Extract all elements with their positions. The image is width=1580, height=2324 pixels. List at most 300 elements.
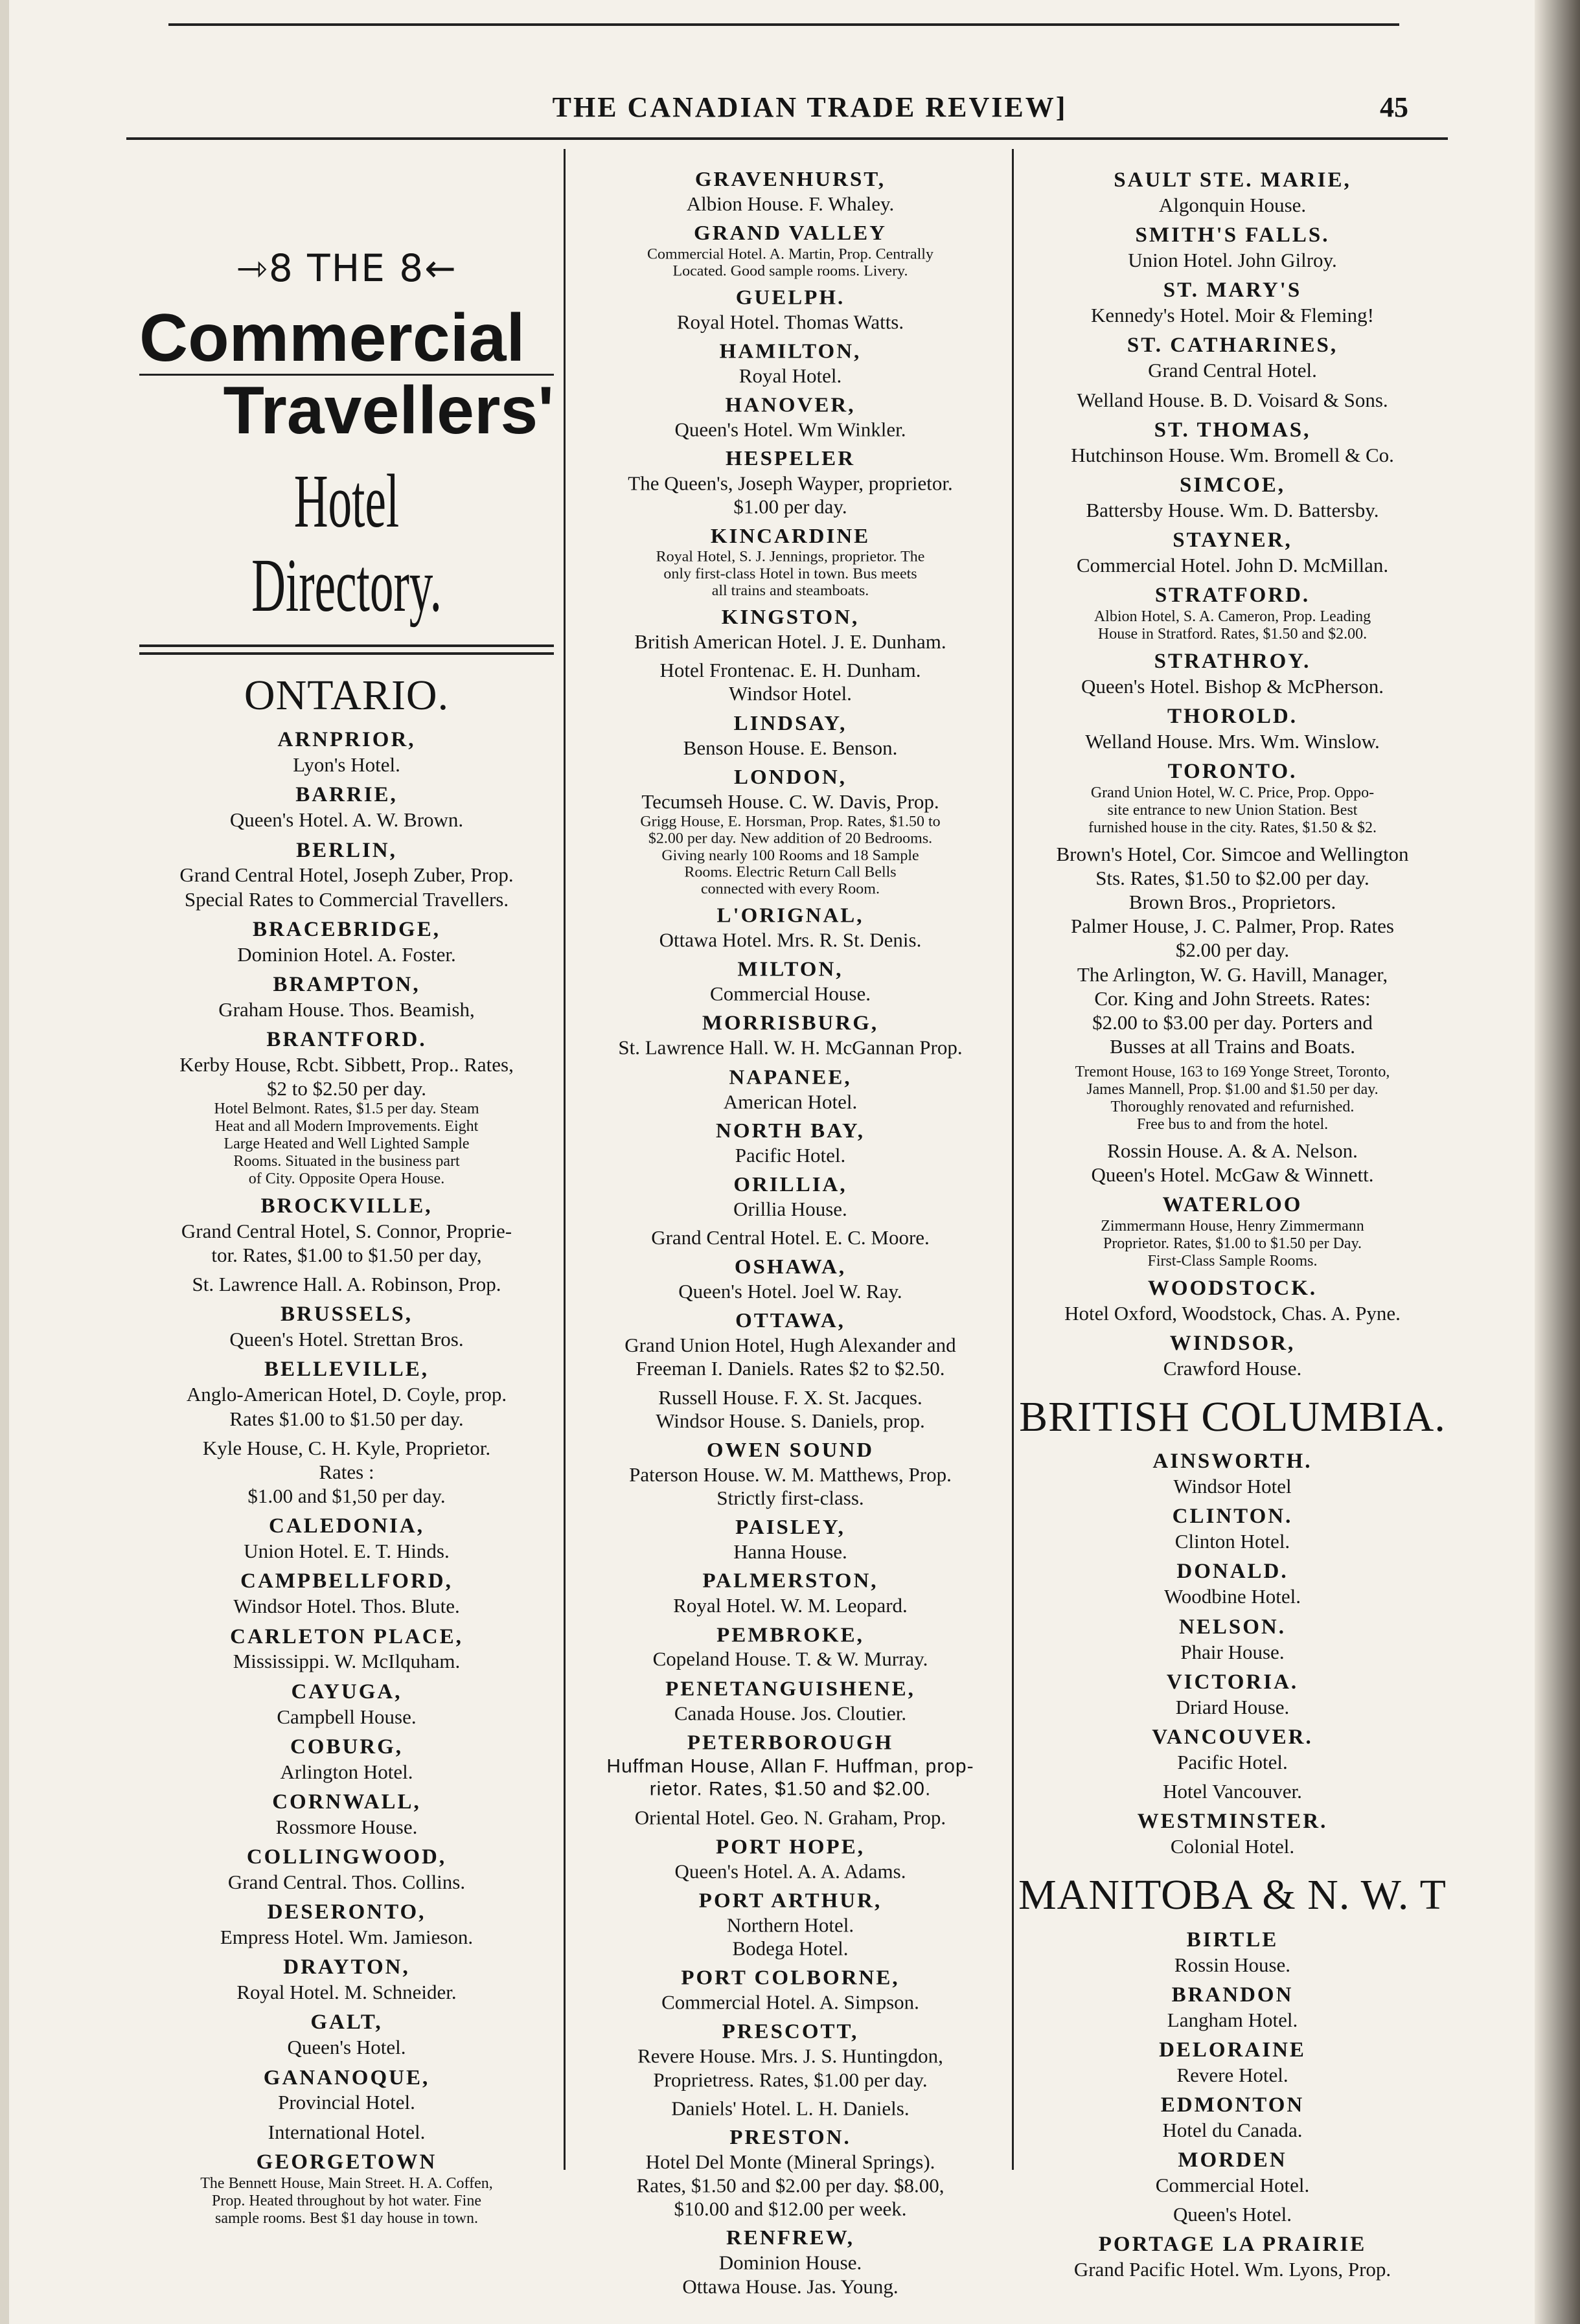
- hotel-line: Queen's Hotel.: [287, 2036, 406, 2059]
- hotel-line: Commercial Hotel. John D. McMillan.: [1076, 553, 1389, 576]
- town-name: SAULT STE. MARIE,: [1114, 168, 1351, 192]
- hotel-line: Royal Hotel. Thomas Watts.: [676, 310, 904, 334]
- town-name: DRAYTON,: [283, 1955, 410, 1979]
- directory-list: [570, 168, 1011, 2298]
- hotel-line: Rossmore House.: [275, 1815, 418, 1838]
- directory-entry: [1017, 2148, 1448, 2226]
- directory-entry: [139, 1955, 554, 2004]
- hotel-line: Ottawa House. Jas. Young.: [682, 2275, 899, 2297]
- town-name: ORILLIA,: [733, 1173, 847, 1196]
- hotel-line: Mississippi. W. McIlquham.: [233, 1650, 461, 1673]
- directory-list: [1017, 168, 1448, 1380]
- hotel-line: Grand Central Hotel, Joseph Zuber, Prop.: [179, 863, 514, 887]
- town-name: NAPANEE,: [729, 1065, 852, 1089]
- spacer: [139, 1431, 554, 1436]
- town-name: PALMERSTON,: [702, 1569, 878, 1593]
- directory-entry: [570, 1066, 1011, 1113]
- hotel-line: Crawford House.: [1163, 1356, 1302, 1380]
- hotel-line: Rossin House. A. & A. Nelson.: [1107, 1139, 1358, 1162]
- hotel-line: Grand Central Hotel, S. Connor, Proprie-: [181, 1219, 512, 1242]
- town-name: STRATFORD.: [1154, 584, 1311, 608]
- town-name: SIMCOE,: [1179, 473, 1286, 497]
- hotel-line: Dominion Hotel. A. Foster.: [237, 942, 456, 966]
- directory-entry: [1017, 279, 1448, 327]
- directory-entry: [1017, 760, 1448, 1187]
- directory-entry: [1017, 2038, 1448, 2087]
- directory-entry: [570, 1624, 1011, 1671]
- directory-entry: [139, 1028, 554, 1188]
- directory-entry: [139, 918, 554, 966]
- hotel-line: Commercial House.: [710, 983, 871, 1005]
- directory-entry: [570, 222, 1011, 280]
- town-name: PETERBOROUGH: [687, 1731, 894, 1755]
- town-name: SMITH'S FALLS.: [1135, 223, 1330, 247]
- town-name: PAISLEY,: [735, 1516, 845, 1539]
- hotel-notice-line: Royal Hotel, S. J. Jennings, proprietor. The: [656, 549, 925, 565]
- directory-entry: [139, 728, 554, 777]
- hotel-notice-line: Albion Hotel, S. A. Cameron, Prop. Leading: [1093, 608, 1371, 625]
- directory-entry: [1017, 1277, 1448, 1325]
- hotel-notice-line: Thoroughly renovated and refurnished.: [1110, 1099, 1355, 1115]
- hotel-line: Pacific Hotel.: [735, 1144, 846, 1167]
- town-name: EDMONTON: [1160, 2093, 1305, 2117]
- hotel-notice-line: James Mannell, Prop. $1.00 and $1.50 per day.: [1086, 1081, 1379, 1099]
- directory-entry: [1017, 2233, 1448, 2281]
- town-name: CAYUGA,: [291, 1680, 402, 1703]
- hotel-line: Royal Hotel.: [738, 365, 842, 387]
- directory-list: [1017, 1928, 1448, 2282]
- spacer: [570, 2091, 1011, 2097]
- directory-entry: [570, 1256, 1011, 1303]
- spacer: [570, 1801, 1011, 1806]
- directory-entry: [139, 2066, 554, 2144]
- directory-entry: [1017, 334, 1448, 411]
- hotel-line: Queen's Hotel.: [1173, 2203, 1292, 2226]
- hotel-line: Anglo-American Hotel, D. Coyle, prop.: [186, 1383, 507, 1406]
- hotel-line: Woodbine Hotel.: [1163, 1585, 1301, 1608]
- spacer: [570, 1380, 1011, 1385]
- page-number: 45: [1380, 91, 1408, 123]
- hotel-line: Oriental Hotel. Geo. N. Graham, Prop.: [634, 1806, 946, 1829]
- spacer: [1017, 2197, 1448, 2202]
- town-name: TORONTO.: [1167, 760, 1298, 783]
- directory-entry: [139, 1625, 554, 1674]
- spacer: [1017, 383, 1448, 388]
- town-name: WINDSOR,: [1169, 1331, 1296, 1355]
- hotel-line: Cor. King and John Streets. Rates:: [1094, 986, 1371, 1010]
- directory-entry: [1017, 705, 1448, 753]
- column-1: [139, 162, 554, 2227]
- town-name: PORT HOPE,: [716, 1835, 865, 1859]
- directory-entry: [570, 448, 1011, 519]
- hotel-line: Colonial Hotel.: [1170, 1835, 1295, 1858]
- directory-entry: [570, 1836, 1011, 1883]
- town-name: BRAMPTON,: [273, 972, 420, 996]
- hotel-line: Orillia House.: [733, 1198, 847, 1220]
- hotel-line: Revere House. Mrs. J. S. Huntingdon,: [637, 2045, 943, 2068]
- hotel-notice-line: The Bennett House, Main Street. H. A. Coffen,: [200, 2174, 493, 2192]
- hotel-line: The Arlington, W. G. Havill, Manager,: [1077, 963, 1388, 986]
- town-name: ST. CATHARINES,: [1127, 334, 1338, 358]
- town-name: GANANOQUE,: [263, 2066, 430, 2090]
- hotel-line: Bodega Hotel.: [732, 1937, 849, 1960]
- town-name: PORT ARTHUR,: [698, 1889, 882, 1913]
- hotel-line: Grand Central. Thos. Collins.: [227, 1870, 466, 1893]
- town-name: CORNWALL,: [272, 1790, 421, 1814]
- hotel-line: Queen's Hotel. McGaw & Winnett.: [1091, 1163, 1374, 1186]
- hotel-line: Hotel Vancouver.: [1163, 1779, 1302, 1803]
- directory-entry: [1017, 1928, 1448, 1977]
- hotel-line: Royal Hotel. M. Schneider.: [236, 1981, 457, 2004]
- town-name: CLINTON.: [1172, 1505, 1293, 1529]
- town-name: GRAND VALLEY: [694, 222, 887, 245]
- town-name: DONALD.: [1176, 1560, 1288, 1584]
- directory-entry: [570, 1570, 1011, 1617]
- masthead-commercial: Commercial: [139, 301, 525, 376]
- hotel-notice-line: connected with every Room.: [701, 881, 880, 898]
- hotel-line: Rates :: [319, 1460, 374, 1483]
- hotel-notice-line: First-Class Sample Rooms.: [1147, 1252, 1318, 1270]
- town-name: WOODSTOCK.: [1147, 1276, 1318, 1300]
- directory-entry: [570, 1678, 1011, 1725]
- directory-entry: [1017, 1560, 1448, 1608]
- directory-entry: [139, 1680, 554, 1729]
- hotel-line: Hotel Oxford, Woodstock, Chas. A. Pyne.: [1064, 1301, 1401, 1325]
- masthead-rule: [139, 644, 554, 655]
- spacer: [1017, 1134, 1448, 1139]
- hotel-notice-line: site entrance to new Union Station. Best: [1107, 801, 1358, 819]
- hotel-line: Albion House. F. Whaley.: [686, 192, 895, 215]
- hotel-line: $2 to $2.50 per day.: [267, 1077, 426, 1100]
- hotel-notice-line: Large Heated and Well Lighted Sample: [223, 1135, 470, 1153]
- directory-entry: [570, 904, 1011, 951]
- hotel-line: Windsor House. S. Daniels, prop.: [656, 1409, 925, 1432]
- hotel-line: The Queen's, Joseph Wayper, proprietor.: [628, 472, 953, 495]
- hotel-line: Hutchinson House. Wm. Bromell & Co.: [1071, 443, 1394, 466]
- hotel-line: Hotel du Canada.: [1162, 2118, 1303, 2141]
- town-name: OTTAWA,: [735, 1309, 845, 1332]
- hotel-line: Special Rates to Commercial Travellers.: [184, 887, 509, 911]
- spacer: [139, 2115, 554, 2120]
- hotel-notice-line: all trains and steamboats.: [711, 582, 869, 600]
- directory-entry: [139, 2150, 554, 2227]
- hotel-line: British American Hotel. J. E. Dunham.: [634, 630, 946, 653]
- hotel-line: Dominion House.: [718, 2251, 862, 2274]
- hotel-notice-line: Proprietor. Rates, $1.00 to $1.50 per Day.: [1103, 1235, 1362, 1252]
- directory-entry: [1017, 1615, 1448, 1664]
- hotel-line: Queen's Hotel. A. W. Brown.: [229, 808, 464, 832]
- hotel-line: Rates, $1.50 and $2.00 per day. $8.00,: [636, 2174, 945, 2197]
- directory-entry: [570, 1120, 1011, 1167]
- town-name: CARLETON PLACE,: [230, 1624, 463, 1648]
- directory-entry: [139, 973, 554, 1021]
- hotel-line: Windsor Hotel: [1173, 1475, 1292, 1498]
- hotel-line: St. Lawrence Hall. W. H. McGannan Prop.: [618, 1036, 963, 1059]
- directory-entry: [570, 1516, 1011, 1564]
- town-name: RENFREW,: [726, 2227, 854, 2250]
- town-name: BERLIN,: [296, 838, 397, 862]
- page-binding-shadow: [1535, 0, 1580, 2324]
- hotel-line: Grand Union Hotel, Hugh Alexander and: [624, 1334, 956, 1356]
- town-name: GEORGETOWN: [256, 2150, 437, 2174]
- town-name: DELORAINE: [1159, 2038, 1306, 2062]
- hotel-line: Empress Hotel. Wm. Jamieson.: [220, 1926, 474, 1949]
- town-name: LONDON,: [733, 766, 847, 789]
- hotel-line: Ottawa Hotel. Mrs. R. St. Denis.: [659, 929, 922, 951]
- directory-entry: [1017, 418, 1448, 467]
- hotel-line: Phair House.: [1180, 1640, 1285, 1663]
- town-name: LINDSAY,: [733, 712, 847, 735]
- hotel-line: Arlington Hotel.: [280, 1760, 413, 1783]
- hotel-line: Queen's Hotel. Bishop & McPherson.: [1081, 674, 1384, 698]
- hotel-line: Kennedy's Hotel. Moir & Fleming!: [1091, 304, 1374, 327]
- hotel-line: Benson House. E. Benson.: [683, 736, 898, 759]
- hotel-line: $2.00 per day.: [1175, 939, 1290, 962]
- hotel-notice-line: only first-class Hotel in town. Bus meets: [663, 565, 917, 583]
- hotel-notice-line: Zimmermann House, Henry Zimmermann: [1101, 1218, 1364, 1235]
- directory-entry: [570, 168, 1011, 216]
- hotel-line: Russell House. F. X. St. Jacques.: [658, 1386, 922, 1409]
- hotel-notice-line: Commercial Hotel. A. Martin, Prop. Centrally: [647, 245, 933, 263]
- spacer: [570, 654, 1011, 659]
- town-name: CAMPBELLFORD,: [240, 1569, 453, 1593]
- hotel-line: International Hotel.: [268, 2120, 426, 2143]
- hotel-line: Busses at all Trains and Boats.: [1110, 1035, 1355, 1058]
- running-head: THE CANADIAN TRADE REVIEW]: [552, 91, 1068, 123]
- town-name: BRUSSELS,: [280, 1303, 413, 1327]
- town-name: PORT COLBORNE,: [681, 1966, 900, 1990]
- hotel-line: Freeman I. Daniels. Rates $2 to $2.50.: [635, 1358, 945, 1380]
- hotel-line: Graham House. Thos. Beamish,: [218, 997, 475, 1021]
- hotel-line: Queen's Hotel. A. A. Adams.: [674, 1860, 906, 1883]
- hotel-line: Proprietress. Rates, $1.00 per day.: [653, 2068, 928, 2091]
- spacer: [139, 1267, 554, 1272]
- town-name: ST. THOMAS,: [1154, 418, 1311, 442]
- masthead-travellers: Travellers': [139, 374, 554, 446]
- directory-entry: [1017, 473, 1448, 522]
- town-name: CALEDONIA,: [269, 1514, 424, 1538]
- directory-entry: [570, 958, 1011, 1005]
- hotel-notice-line: sample rooms. Best $1 day house in town.: [215, 2209, 478, 2227]
- hotel-line: Lyon's Hotel.: [293, 753, 400, 777]
- directory-entry: [139, 1735, 554, 1784]
- hotel-line: Hotel Del Monte (Mineral Springs).: [645, 2150, 935, 2173]
- town-name: PRESCOTT,: [722, 2020, 859, 2044]
- town-name: ST. MARY'S: [1163, 279, 1302, 302]
- hotel-line: Langham Hotel.: [1167, 2008, 1298, 2031]
- hotel-line: Hanna House.: [733, 1540, 847, 1563]
- hotel-line: $2.00 to $3.00 per day. Porters and: [1092, 1010, 1373, 1034]
- town-name: STRATHROY.: [1154, 649, 1311, 673]
- directory-entry: [570, 1174, 1011, 1249]
- hotel-line: Rates $1.00 to $1.50 per day.: [229, 1407, 464, 1430]
- directory-entry: [570, 340, 1011, 387]
- page-left-edge: [0, 0, 9, 2324]
- hotel-line: Kyle House, C. H. Kyle, Proprietor.: [202, 1436, 491, 1459]
- town-name: KINCARDINE: [710, 525, 871, 548]
- masthead-the: ⇾8 THE 8←: [236, 246, 457, 290]
- directory-entry: [139, 839, 554, 911]
- directory-entry: [570, 2020, 1011, 2120]
- town-name: NELSON.: [1179, 1615, 1286, 1639]
- town-name: PORTAGE LA PRAIRIE: [1098, 2233, 1367, 2257]
- hotel-line: Union Hotel. E. T. Hinds.: [244, 1540, 450, 1563]
- directory-entry: [139, 1303, 554, 1351]
- town-name: VANCOUVER.: [1152, 1725, 1313, 1749]
- hotel-notice-line: Hotel Belmont. Rates, $1.5 per day. Steam: [214, 1100, 479, 1118]
- town-name: VICTORIA.: [1166, 1670, 1299, 1694]
- town-name: STAYNER,: [1173, 528, 1292, 552]
- directory-entry: [1017, 1983, 1448, 2032]
- town-name: WATERLOO: [1162, 1193, 1303, 1217]
- hotel-line: Clinton Hotel.: [1174, 1530, 1290, 1553]
- town-name: NORTH BAY,: [716, 1119, 865, 1143]
- masthead-directory: Hotel Directory.: [251, 459, 442, 628]
- directory-entry: [1017, 650, 1448, 698]
- hotel-notice-line: Grand Union Hotel, W. C. Price, Prop. Oppo-: [1090, 784, 1375, 801]
- spacer: [1017, 837, 1448, 842]
- hotel-notice-line: Heat and all Modern Improvements. Eight: [214, 1118, 479, 1135]
- directory-entry: [139, 783, 554, 832]
- column-3: [1017, 162, 1448, 2282]
- hotel-line: Daniels' Hotel. L. H. Daniels.: [671, 2097, 910, 2119]
- hotel-notice-line: Located. Good sample rooms. Livery.: [672, 263, 908, 280]
- directory-entry: [139, 1900, 554, 1949]
- top-rule: [168, 23, 1399, 26]
- directory-entry: [570, 606, 1011, 706]
- directory-entry: [570, 1889, 1011, 1961]
- hotel-line: Copeland House. T. & W. Murray.: [652, 1648, 928, 1670]
- directory-entry: [570, 1731, 1011, 1829]
- hotel-line: Commercial Hotel. A. Simpson.: [661, 1991, 919, 2014]
- hotel-line: Driard House.: [1175, 1695, 1290, 1718]
- town-name: DESERONTO,: [267, 1900, 426, 1924]
- town-name: PEMBROKE,: [716, 1623, 864, 1646]
- masthead: [139, 246, 554, 628]
- town-name: PENETANGUISHENE,: [665, 1677, 915, 1700]
- hotel-line: Provincial Hotel.: [278, 2091, 415, 2114]
- directory-entry: [570, 1966, 1011, 2014]
- hotel-line: Queen's Hotel. Wm Winkler.: [674, 418, 906, 441]
- hotel-notice-line: House in Stratford. Rates, $1.50 and $2.00.: [1097, 625, 1368, 643]
- hotel-line: Paterson House. W. M. Matthews, Prop.: [629, 1463, 952, 1486]
- town-name: MORDEN: [1178, 2148, 1287, 2172]
- directory-entry: [570, 2227, 1011, 2298]
- hotel-line: St. Lawrence Hall. A. Robinson, Prop.: [192, 1273, 501, 1296]
- directory-entry: [139, 1790, 554, 1839]
- hotel-line: tor. Rates, $1.00 to $1.50 per day,: [211, 1243, 482, 1266]
- directory-entry: [1017, 168, 1448, 217]
- hotel-line: Grand Pacific Hotel. Wm. Lyons, Prop.: [1073, 2258, 1391, 2281]
- directory-entry: [570, 712, 1011, 759]
- hotel-line: Union Hotel. John Gilroy.: [1128, 249, 1337, 272]
- hotel-line: Queen's Hotel. Joel W. Ray.: [678, 1280, 902, 1303]
- directory-entry: [1017, 1332, 1448, 1380]
- town-name: HESPELER: [725, 448, 856, 471]
- town-name: BRANDON: [1171, 1983, 1294, 2007]
- hotel-notice-line: Rooms. Situated in the business part: [233, 1153, 460, 1170]
- directory-entry: [570, 394, 1011, 441]
- hotel-line: Revere Hotel.: [1176, 2063, 1288, 2086]
- town-name: COLLINGWOOD,: [246, 1845, 447, 1869]
- hotel-line: Brown Bros., Proprietors.: [1128, 890, 1336, 913]
- town-name: GALT,: [310, 2011, 383, 2034]
- directory-entry: [139, 2011, 554, 2059]
- town-name: BARRIE,: [295, 783, 398, 807]
- province-heading: MANITOBA & N. W. T: [1018, 1871, 1447, 1919]
- hotel-line: Tecumseh House. C. W. Davis, Prop.: [641, 790, 939, 813]
- hotel-line: Rossin House.: [1174, 1953, 1291, 1976]
- town-name: PRESTON.: [729, 2126, 851, 2149]
- directory-entry: [1017, 1670, 1448, 1719]
- hotel-line: Campbell House.: [277, 1705, 417, 1728]
- town-name: ARNPRIOR,: [277, 728, 416, 752]
- directory-entry: [1017, 584, 1448, 643]
- spacer: [1017, 1774, 1448, 1779]
- hotel-line: Welland House. Mrs. Wm. Winslow.: [1085, 729, 1380, 753]
- hotel-notice-line: $2.00 per day. New addition of 20 Bedrooms.: [648, 830, 933, 847]
- hotel-line: Commercial Hotel.: [1155, 2174, 1310, 2197]
- town-name: MORRISBURG,: [702, 1012, 879, 1035]
- hotel-line: Algonquin House.: [1158, 193, 1307, 216]
- hotel-line: Queen's Hotel. Strettan Bros.: [229, 1328, 464, 1351]
- hotel-line: Welland House. B. D. Voisard & Sons.: [1077, 388, 1388, 411]
- directory-entry: [1017, 1726, 1448, 1803]
- hotel-line: Grand Central Hotel.: [1148, 359, 1317, 382]
- town-name: BRANTFORD.: [266, 1028, 427, 1052]
- town-name: HAMILTON,: [719, 340, 862, 363]
- directory-entry: [1017, 223, 1448, 272]
- hotel-line: Strictly first-class.: [716, 1487, 864, 1509]
- hotel-notice-line: Grigg House, E. Horsman, Prop. Rates, $1.50 to: [640, 813, 941, 830]
- directory-entry: [570, 766, 1011, 898]
- directory-entry: [570, 2126, 1011, 2221]
- hotel-line: Brown's Hotel, Cor. Simcoe and Wellington: [1056, 842, 1409, 865]
- town-name: OWEN SOUND: [706, 1439, 875, 1462]
- directory-entry: [139, 1514, 554, 1563]
- town-name: BELLEVILLE,: [264, 1358, 429, 1382]
- directory-entry: [1017, 529, 1448, 577]
- town-name: GUELPH.: [735, 286, 845, 310]
- town-name: MILTON,: [737, 958, 843, 981]
- hotel-line: American Hotel.: [723, 1090, 858, 1113]
- directory-entry: [139, 1358, 554, 1508]
- hotel-notice-line: of City. Opposite Opera House.: [248, 1170, 445, 1187]
- spacer: [1017, 1058, 1448, 1064]
- directory-entry: [139, 1569, 554, 1618]
- hotel-line: Kerby House, Rcbt. Sibbett, Prop.. Rates,: [179, 1053, 514, 1077]
- hotel-line: Windsor Hotel.: [729, 683, 852, 705]
- town-name: L'ORIGNAL,: [716, 904, 864, 928]
- town-name: OSHAWA,: [734, 1255, 847, 1279]
- directory-entry: [570, 1012, 1011, 1059]
- hotel-line: $1.00 per day.: [733, 496, 847, 518]
- hotel-line: Battersby House. Wm. D. Battersby.: [1086, 498, 1379, 521]
- column-2: [570, 162, 1011, 2298]
- spacer: [570, 1221, 1011, 1226]
- hotel-line: Northern Hotel.: [726, 1914, 854, 1937]
- hotel-line: Hotel Frontenac. E. H. Dunham.: [659, 659, 921, 682]
- directory-entry: [1017, 1450, 1448, 1498]
- column-rule-1: [564, 149, 566, 2170]
- directory-entry: [1017, 2093, 1448, 2142]
- hotel-line: $10.00 and $12.00 per week.: [674, 2198, 907, 2220]
- hotel-notice-line: furnished house in the city. Rates, $1.50 & $2.: [1088, 819, 1377, 836]
- hotel-notice-line: Free bus to and from the hotel.: [1136, 1115, 1329, 1133]
- hotel-line: Palmer House, J. C. Palmer, Prop. Rates: [1070, 915, 1394, 938]
- directory-entry: [570, 1310, 1011, 1433]
- province-heading: BRITISH COLUMBIA.: [1019, 1393, 1446, 1441]
